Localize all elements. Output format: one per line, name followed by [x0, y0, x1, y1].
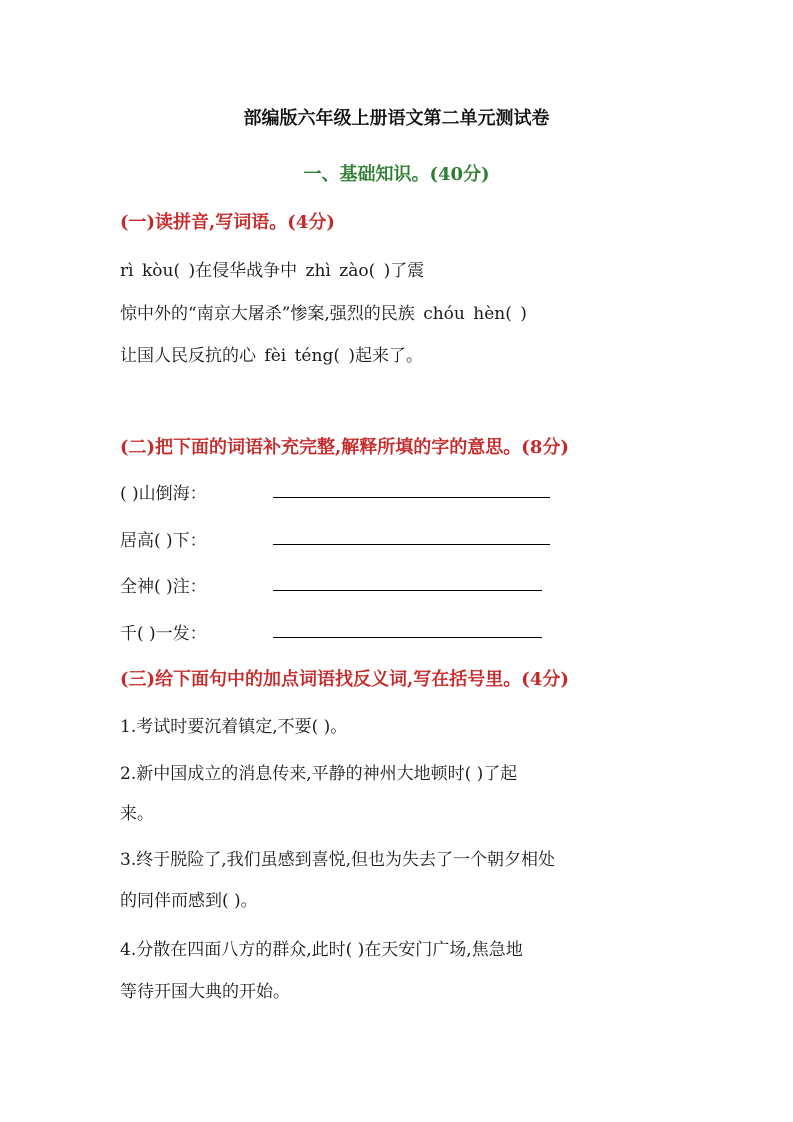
- part3-line-3: 来。: [120, 804, 154, 824]
- page-title: 部编版六年级上册语文第二单元测试卷: [243, 108, 550, 129]
- part2-answer-line-4[interactable]: [273, 637, 542, 638]
- part3-line-6: 4.分散在四面八方的群众,此时( )在天安门广场,焦急地: [120, 940, 523, 960]
- part3-line-2: 2.新中国成立的消息传来,平静的神州大地顿时( )了起: [120, 764, 518, 784]
- part3-line-4: 3.终于脱险了,我们虽感到喜悦,但也为失去了一个朝夕相处: [120, 850, 556, 870]
- part2-item-1: [120, 479, 207, 504]
- part3-line-5: 的同伴而感到( )。: [120, 891, 258, 911]
- part1-line-1: rì kòu( )在侵华战争中 zhì zào( )了震: [120, 261, 425, 281]
- part3-line-7: 等待开国大典的开始。: [120, 982, 290, 1002]
- section-heading-basics: 一、基础知识。(40分): [303, 164, 490, 185]
- part2-answer-line-3[interactable]: [273, 590, 542, 591]
- part2-item-3-label: 全神( )注：: [120, 577, 207, 597]
- part2-item-1-label: ( )山倒海：: [120, 484, 207, 504]
- part3-heading: (三)给下面句中的加点词语找反义词,写在括号里。(4分): [120, 669, 569, 690]
- part2-item-2: [120, 526, 207, 551]
- part1-heading: (一)读拼音,写词语。(4分): [120, 212, 335, 233]
- part1-line-3: 让国人民反抗的心 fèi téng( )起来了。: [120, 346, 423, 366]
- part1-line-2: 惊中外的“南京大屠杀”惨案,强烈的民族 chóu hèn( ): [120, 304, 527, 324]
- part2-heading: (二)把下面的词语补充完整,解释所填的字的意思。(8分): [120, 437, 569, 458]
- part2-item-2-label: 居高( )下：: [120, 531, 207, 551]
- part2-item-4-label: 千( )一发：: [120, 624, 207, 644]
- part2-answer-line-2[interactable]: [273, 544, 550, 545]
- part2-item-4: [120, 619, 207, 644]
- part2-item-3: [120, 572, 207, 597]
- part2-answer-line-1[interactable]: [273, 497, 550, 498]
- part3-line-1: 1.考试时要沉着镇定,不要( )。: [120, 717, 348, 737]
